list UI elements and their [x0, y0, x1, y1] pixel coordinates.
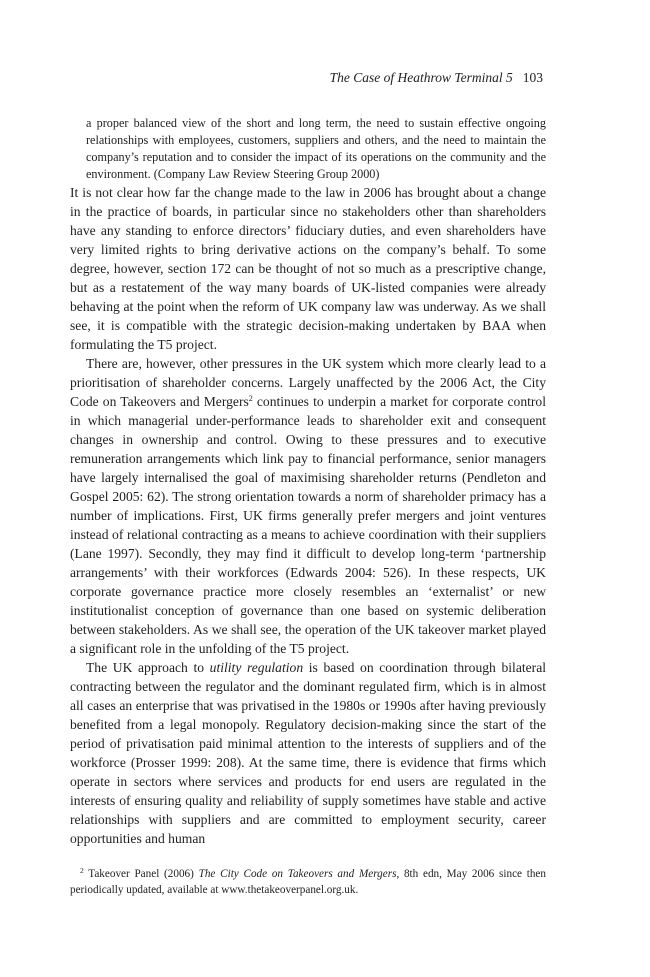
emphasis-utility-regulation: utility regulation — [209, 660, 304, 675]
page-number: 103 — [522, 70, 543, 85]
paragraph-3-part-b: is based on coordination through bilateral contracting between the regulator and the dominant regulated firm, which is in almost all cases an enterprise that was privatised in the 1980s or 1990s after having previously benefited from a legal monopoly. Regulatory decision-making since the start of the period of privatisation paid minimal attention to the interests of suppliers and of the workforce (Prosser 1999: 208). At the same time, there is evidence that firms which operate in sectors where services and products for end users are regulated in the interests of ensuring quality and reliability of supply sometimes have stable and active relationships with suppliers and are committed to employment security, career opportunities and human — [70, 660, 547, 846]
body-text — [70, 183, 546, 848]
paragraph-1: It is not clear how far the change made to the law in 2006 has brought about a change in the practice of boards, in particular since no stakeholders other than shareholders have any standing to enforce directors’ fiduciary duties, and even shareholders have very limited rights to bring derivative actions on the company’s behalf. To some degree, however, section 172 can be thought of not so much as a prescriptive change, but as a restatement of the way many boards of UK-listed companies were already behaving at the point when the reform of UK company law was underway. As we shall see, it is compatible with the strategic decision-making undertaken by BAA when formulating the T5 project. — [70, 185, 546, 352]
paragraph-2 — [70, 354, 546, 658]
footnote-reference: 2 — [248, 394, 253, 403]
footnote-text-b: , 8th edn, May 2006 since then periodically updated, available at www.thetakeoverpanel.org.uk. — [70, 868, 546, 896]
paragraph-2-part-a: There are, however, other pressures in the UK system which more clearly lead to a prioritisation of shareholder concerns. Largely unaffected by the 2006 Act, the City Code on Takeovers and Mergers — [70, 356, 546, 409]
footnote-title: The City Code on Takeovers and Mergers — [198, 868, 397, 880]
paragraph-3 — [70, 658, 546, 848]
block-quote: a proper balanced view of the short and long term, the need to sustain effective ongoing relationships with employees, customers, suppliers and others, and the need to maintain the company’s reputation and to consider the impact of its operations on the community and the environment. (Company Law Review Steering Group 2000) — [86, 116, 546, 181]
running-header — [70, 70, 543, 86]
paragraph-2-part-b: continues to underpin a market for corporate control in which managerial under-performance leads to shareholder exit and consequent changes in ownership and control. Owing to these pressures and to executive remuneration arrangements which link pay to financial performance, senior managers have largely internalised the goal of maximising shareholder returns (Pendleton and Gospel 2005: 62). The strong orientation towards a norm of shareholder primacy has a number of implications. First, UK firms generally prefer mergers and joint ventures instead of relational contracting as a means to achieve coordination with their suppliers (Lane 1997). Secondly, they may find it difficult to develop long-term ‘partnership arrangements’ with their workforces (Edwards 2004: 526). In these respects, UK corporate governance practice more closely resembles an ‘externalist’ or new institutionalist conception of governance than one based on systemic deliberation between stakeholders. As we shall see, the operation of the UK takeover market played a significant role in the unfolding of the T5 project. — [70, 394, 546, 656]
paragraph-3-part-a: The UK approach to — [86, 660, 210, 675]
running-title: The Case of Heathrow Terminal 5 — [329, 70, 513, 85]
footnote-text-a: Takeover Panel (2006) — [83, 868, 199, 880]
footnote — [70, 866, 546, 898]
footnote-marker: 2 — [80, 866, 84, 875]
